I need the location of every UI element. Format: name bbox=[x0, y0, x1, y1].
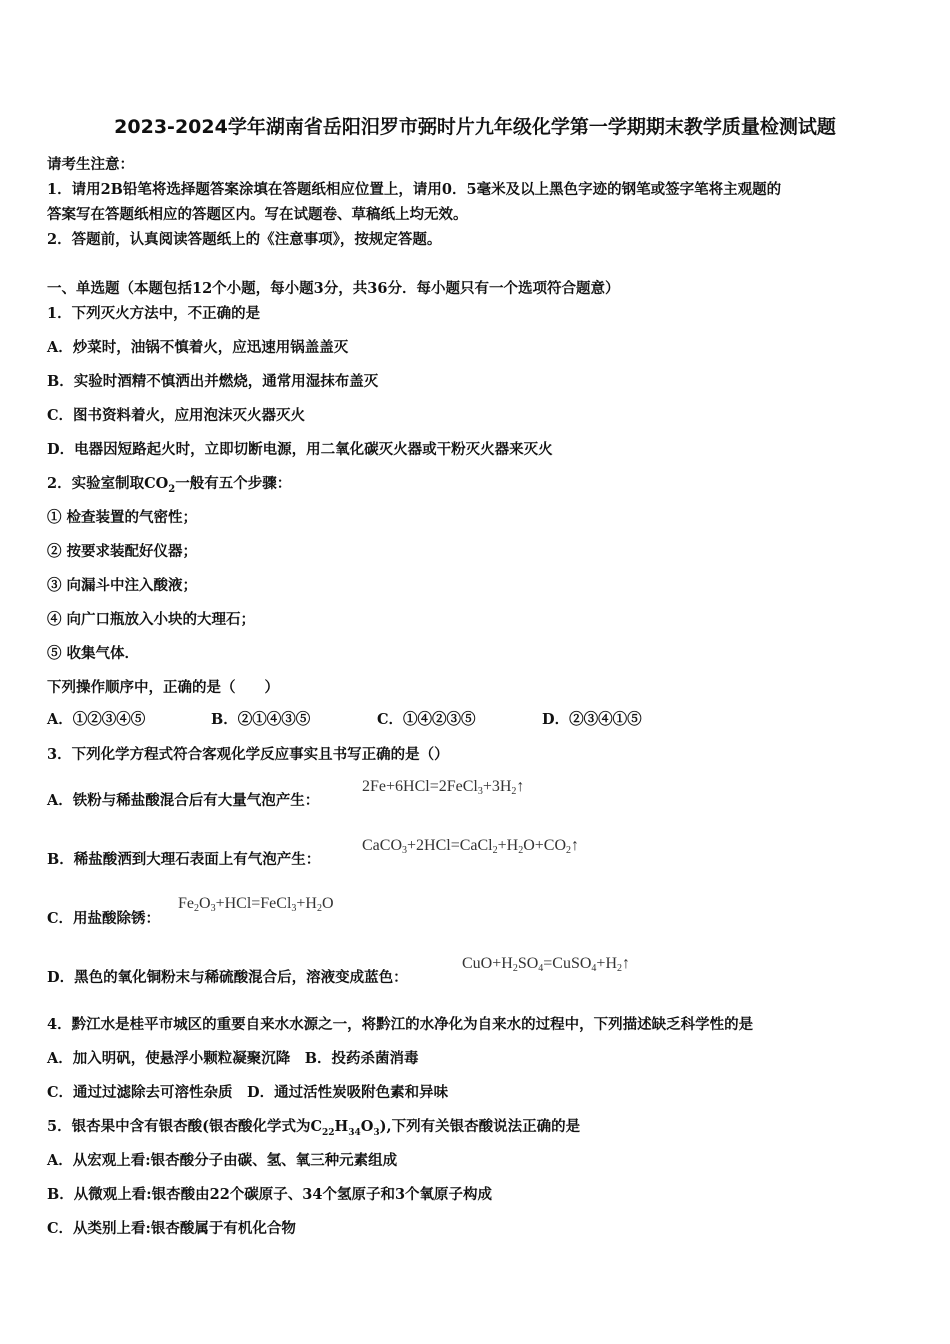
page-title: 2023-2024学年湖南省岳阳汨罗市弼时片九年级化学第一学期期末教学质量检测试题 bbox=[114, 116, 836, 138]
q5-sub-o: 3 bbox=[373, 1127, 380, 1138]
q3-option-b: B．稀盐酸洒到大理石表面上有气泡产生： bbox=[47, 851, 321, 868]
q2-option-d: D．②③④①⑤ bbox=[542, 711, 642, 728]
q2-option-a: A．①②③④⑤ bbox=[47, 711, 146, 728]
q5-sub-c: 22 bbox=[322, 1127, 335, 1138]
q3-option-d: D．黑色的氧化铜粉末与稀硫酸混合后，溶液变成蓝色： bbox=[47, 969, 408, 986]
q3-option-a: A．铁粉与稀盐酸混合后有大量气泡产生： bbox=[47, 792, 320, 809]
q2-step-1: ① 检查装置的气密性； bbox=[47, 509, 198, 526]
q5-stem bbox=[47, 1115, 580, 1138]
q1-option-a: A．炒菜时，油锅不慎着火，应迅速用锅盖盖灭 bbox=[47, 339, 349, 356]
q3-option-c: C．用盐酸除锈： bbox=[47, 910, 161, 927]
notice-heading: 请考生注意： bbox=[47, 156, 134, 173]
q2-step-2: ② 按要求装配好仪器； bbox=[47, 543, 198, 560]
q2-option-c: C．①④②③⑤ bbox=[377, 711, 476, 728]
notice-item-2: 2．答题前，认真阅读答题纸上的《注意事项》，按规定答题。 bbox=[47, 231, 442, 248]
q5-option-c: C．从类别上看:银杏酸属于有机化合物 bbox=[47, 1220, 296, 1237]
q5-stem-post: ),下列有关银杏酸说法正确的是 bbox=[379, 1118, 581, 1135]
notice-item-1a: 1．请用2B铅笔将选择题答案涂填在答题纸相应位置上，请用0．5毫米及以上黑色字迹的钢笔或签字笔将主观题的 bbox=[47, 181, 782, 198]
q5-element-o: O bbox=[360, 1118, 374, 1135]
q2-stem-post: 一般有五个步骤： bbox=[175, 475, 292, 492]
q4-options-cd: C．通过过滤除去可溶性杂质 D．通过活性炭吸附色素和异味 bbox=[47, 1084, 449, 1101]
q3-formula-a: $2Fe+6HCl=2FeCl_3+3H_2↑$ bbox=[362, 778, 525, 797]
q3-formula-c: $Fe_2O_3+HCl=FeCl_3+H_2O$ bbox=[178, 895, 334, 914]
q2-step-5: ⑤ 收集气体． bbox=[47, 645, 140, 662]
q2-ask: 下列操作顺序中，正确的是（ ） bbox=[47, 679, 279, 696]
q5-option-a: A．从宏观上看:银杏酸分子由碳、氢、氧三种元素组成 bbox=[47, 1152, 398, 1169]
q4-options-ab: A．加入明矾，使悬浮小颗粒凝聚沉降 B．投药杀菌消毒 bbox=[47, 1050, 419, 1067]
q2-step-4: ④ 向广口瓶放入小块的大理石； bbox=[47, 611, 256, 628]
q1-option-c: C．图书资料着火，应用泡沫灭火器灭火 bbox=[47, 407, 306, 424]
q2-stem bbox=[47, 472, 291, 495]
q3-formula-b: $CaCO_3+2HCl=CaCl_2+H_2O+CO_2↑$ bbox=[362, 837, 579, 856]
q2-option-b: B．②①④③⑤ bbox=[211, 711, 311, 728]
q3-formula-d: $CuO+H_2SO_4=CuSO_4+H_2↑$ bbox=[462, 955, 630, 974]
section-heading: 一、单选题（本题包括12个小题，每小题3分，共36分．每小题只有一个选项符合题意） bbox=[47, 280, 620, 297]
q5-sub-h: 34 bbox=[348, 1127, 361, 1138]
q1-option-d: D．电器因短路起火时，立即切断电源，用二氧化碳灭火器或干粉灭火器来灭火 bbox=[47, 441, 553, 458]
q2-stem-pre: 2．实验室制取CO bbox=[47, 475, 169, 492]
q5-stem-pre: 5．银杏果中含有银杏酸(银杏酸化学式为C bbox=[47, 1118, 322, 1135]
q1-option-b: B．实验时酒精不慎洒出并燃烧，通常用湿抹布盖灭 bbox=[47, 373, 379, 390]
q1-stem: 1．下列灭火方法中，不正确的是 bbox=[47, 305, 261, 322]
q2-step-3: ③ 向漏斗中注入酸液； bbox=[47, 577, 198, 594]
q5-option-b: B．从微观上看:银杏酸由22个碳原子、34个氢原子和3个氧原子构成 bbox=[47, 1186, 493, 1203]
q5-element-h: H bbox=[334, 1118, 349, 1135]
notice-item-1b: 答案写在答题纸相应的答题区内。写在试题卷、草稿纸上均无效。 bbox=[47, 206, 468, 223]
q3-stem: 3．下列化学方程式符合客观化学反应事实且书写正确的是（） bbox=[47, 746, 449, 763]
q2-stem-sub: 2 bbox=[168, 483, 176, 495]
q4-stem: 4．黔江水是桂平市城区的重要自来水水源之一，将黔江的水净化为自来水的过程中，下列描述缺乏科学性的是 bbox=[47, 1016, 754, 1033]
